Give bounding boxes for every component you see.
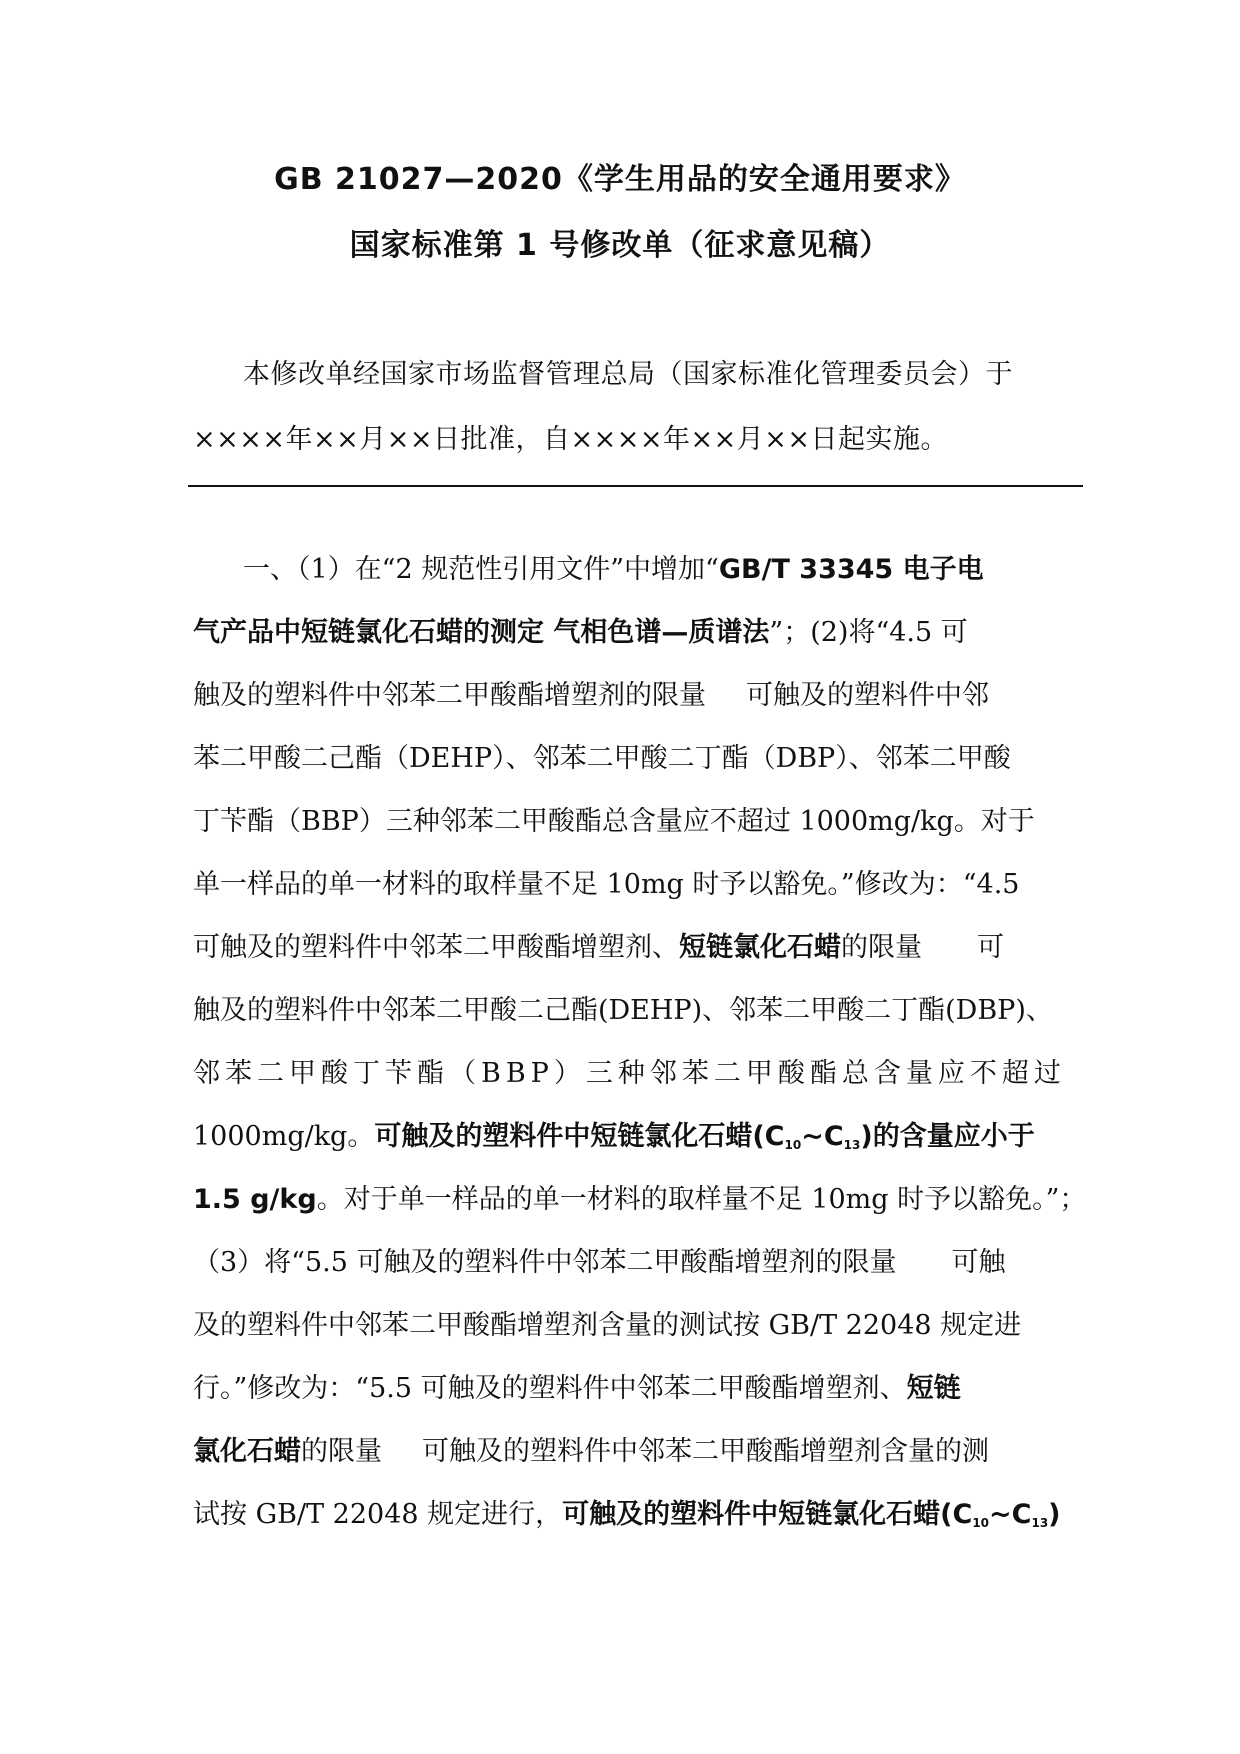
approval-statement-line-1: 本修改单经国家市场监督管理总局（国家标准化管理委员会）于 [243,359,1013,390]
body-line-5: 丁苄酯（BBP）三种邻苯二甲酸酯总含量应不超过 1000mg/kg。对于 [193,806,1035,837]
subscript: 10 [972,1516,990,1530]
body-text: （3）将“5.5 可触及的塑料件中邻苯二甲酸酯增塑剂的限量 [193,1247,897,1278]
body-text: 可触及的塑料件中邻苯二甲酸酯增塑剂含量的测 [422,1436,989,1467]
body-line-16 [193,1495,1061,1535]
bold-text: ~C [801,1121,844,1152]
bold-text: GB/T 33345 电子电 [718,554,984,585]
bold-text: 氯化石蜡 [193,1436,301,1467]
body-line-13: 及的塑料件中邻苯二甲酸酯增塑剂含量的测试按 GB/T 22048 规定进 [193,1310,1022,1341]
body-line-11 [193,1180,1086,1220]
body-text: 的限量 [841,932,922,963]
body-line-10 [193,1117,1035,1157]
body-text: 一、（1）在“2 规范性引用文件”中增加“ [243,554,719,585]
bold-text: 短链氯化石蜡 [679,932,841,963]
bold-text: ) [1048,1499,1061,1530]
bold-text: 1.5 g/kg [193,1184,317,1215]
document-title-line-1: GB 21027—2020《学生用品的安全通用要求》 [274,162,966,197]
body-text: 。对于单一样品的单一材料的取样量不足 10mg 时予以豁免。”； [316,1184,1087,1215]
subscript: 13 [1031,1516,1049,1530]
document-title-line-2: 国家标准第 1 号修改单（征求意见稿） [349,228,891,263]
bold-text: )的含量应小于 [860,1121,1035,1152]
body-text: 可触及的塑料件中邻苯二甲酸酯增塑剂、 [193,932,679,963]
body-line-3 [193,676,989,716]
subscript: 10 [784,1138,802,1152]
body-line-7 [193,928,1004,968]
bold-text: 气产品中短链氯化石蜡的测定 气相色谱—质谱法 [193,617,770,648]
body-line-12 [193,1243,1006,1283]
body-text: 行。”修改为：“5.5 可触及的塑料件中邻苯二甲酸酯增塑剂、 [193,1373,907,1404]
body-text: 触及的塑料件中邻苯二甲酸酯增塑剂的限量 [193,680,706,711]
body-text: ”；(2)将“4.5 可 [769,617,968,648]
body-line-9: 邻苯二甲酸丁苄酯（BBP）三种邻苯二甲酸酯总含量应不超过 [193,1058,1066,1089]
subscript: 13 [843,1138,861,1152]
bold-text: 短链 [906,1373,961,1404]
approval-statement-line-2: ××××年××月××日批准，自××××年××月××日起实施。 [193,424,948,455]
body-text: 1000mg/kg。 [193,1121,375,1152]
horizontal-divider [188,485,1083,487]
body-line-8: 触及的塑料件中邻苯二甲酸二己酯(DEHP)、邻苯二甲酸二丁酯(DBP)、 [193,995,1053,1026]
body-line-15 [193,1432,989,1472]
body-line-2 [193,613,968,653]
bold-text: 可触及的塑料件中短链氯化石蜡(C [374,1121,785,1152]
body-text: 可 [977,932,1004,963]
bold-text: 可触及的塑料件中短链氯化石蜡(C [562,1499,973,1530]
body-text: 可触 [951,1247,1006,1278]
body-line-4: 苯二甲酸二己酯（DEHP）、邻苯二甲酸二丁酯（DBP）、邻苯二甲酸 [193,743,1011,774]
body-line-6: 单一样品的单一材料的取样量不足 10mg 时予以豁免。”修改为：“4.5 [193,869,1020,900]
bold-text: ~C [989,1499,1032,1530]
body-text: 的限量 [301,1436,382,1467]
body-line-14 [193,1369,961,1409]
body-text: 试按 GB/T 22048 规定进行， [193,1499,563,1530]
body-text: 可触及的塑料件中邻 [746,680,989,711]
body-line-1 [243,550,984,590]
